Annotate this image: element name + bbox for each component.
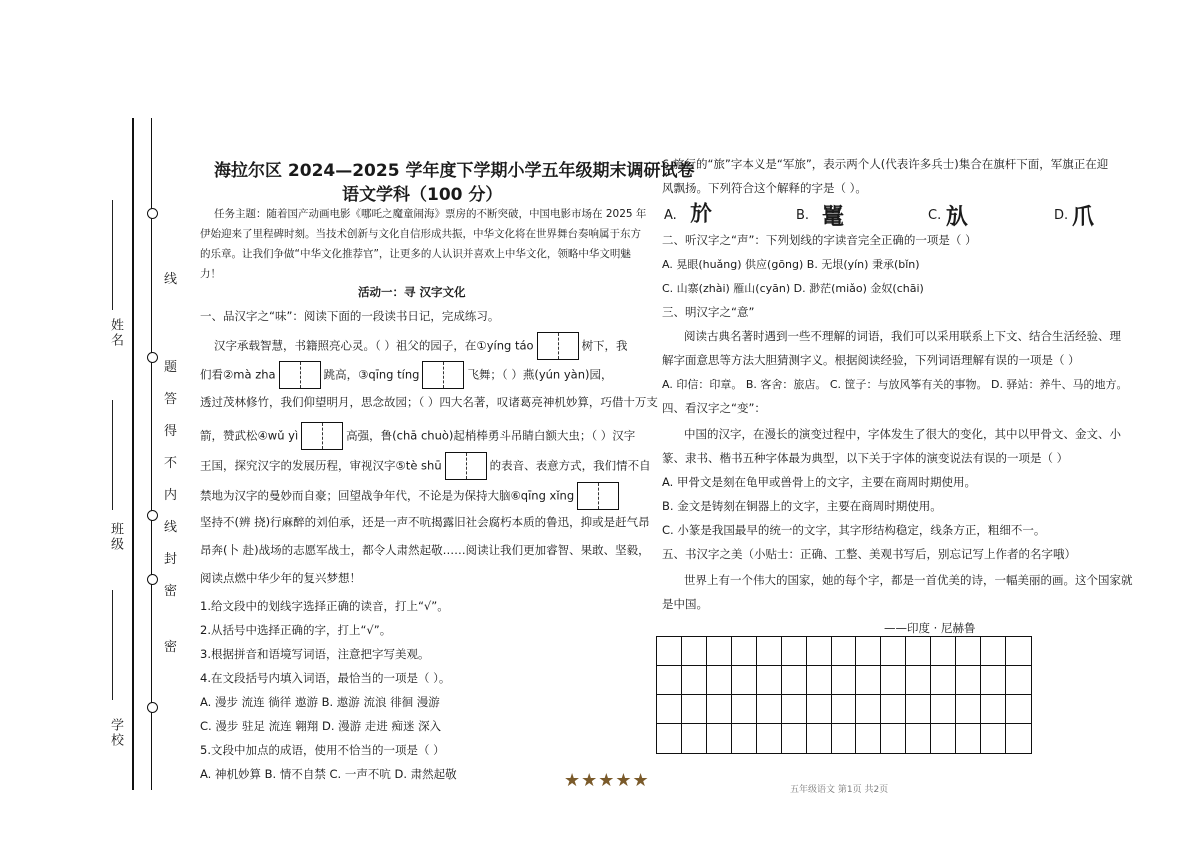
seal-char: 线 bbox=[164, 272, 178, 287]
writing-cell[interactable] bbox=[782, 637, 807, 666]
writing-cell[interactable] bbox=[931, 695, 956, 724]
q6-option-glyph: 㫃 bbox=[946, 204, 969, 230]
seal-char: 线 bbox=[164, 520, 178, 535]
reading-line: 阅读点燃中华少年的复兴梦想！ bbox=[200, 571, 361, 585]
writing-cell[interactable] bbox=[1006, 637, 1031, 666]
section-3-text: 解字面意思等方法大胆猜测字义。根据阅读经验，下列词语理解有误的一项是（ ） bbox=[662, 353, 1080, 367]
writing-cell[interactable] bbox=[682, 695, 707, 724]
question-6-text: 风飘扬。下列符合这个解释的字是（ ）。 bbox=[662, 181, 867, 195]
pinyin-answer-box[interactable] bbox=[537, 332, 579, 360]
seal-char: 密 bbox=[164, 584, 178, 599]
q6-option-label: C. bbox=[928, 208, 942, 223]
page-footer: 五年级语文 第1页 共2页 bbox=[790, 785, 889, 795]
reading-line bbox=[214, 332, 628, 360]
reading-line: 坚持不(辨 挠)行麻醉的刘伯承，还是一声不吭揭露旧社会腐朽本质的鲁迅，抑或是赶气昂 bbox=[200, 515, 650, 529]
writing-cell[interactable] bbox=[931, 724, 956, 753]
section-2-heading: 二、听汉字之“声”：下列划线的字读音完全正确的一项是（ ） bbox=[662, 233, 977, 247]
name-write-line bbox=[112, 200, 113, 310]
section-5-heading: 五、书汉字之美（小贴士：正确、工整、美观书写后，别忘记写上作者的名字哦） bbox=[662, 547, 1076, 561]
writing-cell[interactable] bbox=[856, 724, 881, 753]
writing-cell[interactable] bbox=[757, 724, 782, 753]
writing-cell[interactable] bbox=[906, 695, 931, 724]
writing-cell[interactable] bbox=[881, 637, 906, 666]
writing-cell[interactable] bbox=[807, 695, 832, 724]
writing-cell[interactable] bbox=[757, 695, 782, 724]
reading-line bbox=[200, 422, 635, 450]
writing-cell[interactable] bbox=[956, 724, 981, 753]
writing-cell[interactable] bbox=[856, 695, 881, 724]
section-3-heading: 三、明汉字之“意” bbox=[662, 305, 755, 319]
reading-text: 箭，赞武松④wǔ yì bbox=[200, 428, 299, 443]
writing-grid[interactable] bbox=[656, 636, 1032, 754]
binding-hole bbox=[147, 510, 158, 521]
reading-line bbox=[200, 482, 622, 510]
pinyin-answer-box[interactable] bbox=[445, 452, 487, 480]
writing-cell[interactable] bbox=[906, 637, 931, 666]
writing-cell[interactable] bbox=[832, 666, 857, 695]
activity-heading: 活动一：寻 汉字文化 bbox=[358, 285, 466, 299]
writing-cell[interactable] bbox=[981, 637, 1006, 666]
option-row: C. 漫步 驻足 流连 翱翔 D. 漫游 走进 痴迷 深入 bbox=[200, 719, 442, 733]
question-item: 3.根据拼音和语境写词语，注意把字写美观。 bbox=[200, 647, 430, 661]
writing-cell[interactable] bbox=[707, 666, 732, 695]
option-row: A. 漫步 流连 徜徉 遨游 B. 遨游 流浪 徘徊 漫游 bbox=[200, 695, 440, 709]
binding-hole bbox=[147, 208, 158, 219]
intro-line: 的乐章。让我们争做“中华文化推荐官”，让更多的人认识并喜欢上中华文化，领略中华文明魅 bbox=[200, 248, 631, 260]
seal-char: 得 bbox=[164, 424, 178, 439]
writing-cell[interactable] bbox=[956, 637, 981, 666]
question-item: 4.在文段括号内填入词语，最恰当的一项是（ ）。 bbox=[200, 671, 451, 685]
writing-cell[interactable] bbox=[707, 695, 732, 724]
writing-cell[interactable] bbox=[931, 637, 956, 666]
name-label: 姓名 bbox=[108, 318, 123, 348]
writing-cell[interactable] bbox=[931, 666, 956, 695]
binding-hole bbox=[147, 702, 158, 713]
writing-cell[interactable] bbox=[1006, 695, 1031, 724]
seal-char: 不 bbox=[164, 456, 178, 471]
writing-cell[interactable] bbox=[757, 666, 782, 695]
exam-title: 海拉尔区 2024—2025 学年度下学期小学五年级期末调研试卷 bbox=[214, 161, 695, 181]
writing-cell[interactable] bbox=[732, 695, 757, 724]
writing-cell[interactable] bbox=[1006, 666, 1031, 695]
reading-line bbox=[200, 361, 613, 389]
class-label: 班级 bbox=[108, 522, 123, 552]
q6-option-label: A. bbox=[664, 208, 677, 223]
seal-char: 答 bbox=[164, 392, 178, 407]
writing-cell[interactable] bbox=[657, 695, 682, 724]
q6-option-glyph: 𣃘 bbox=[690, 201, 713, 227]
pinyin-answer-box[interactable] bbox=[577, 482, 619, 510]
option-row: A. 神机妙算 B. 情不自禁 C. 一声不吭 D. 肃然起敬 bbox=[200, 767, 457, 781]
reading-text: 的表音、表意方式，我们情不自 bbox=[489, 458, 651, 473]
reading-text: 飞舞；（ ）燕(yún yàn)园， bbox=[467, 367, 613, 382]
writing-cell[interactable] bbox=[807, 666, 832, 695]
binding-hole bbox=[147, 352, 158, 363]
binding-hole bbox=[147, 574, 158, 585]
writing-cell[interactable] bbox=[981, 695, 1006, 724]
writing-cell[interactable] bbox=[832, 637, 857, 666]
writing-cell[interactable] bbox=[807, 637, 832, 666]
writing-cell[interactable] bbox=[732, 724, 757, 753]
intro-line: 任务主题：随着国产动画电影《哪吒之魔童闹海》票房的不断突破，中国电影市场在 2025 年 bbox=[214, 208, 647, 220]
reading-text: 树下，我 bbox=[581, 338, 628, 353]
binding-rule-outer bbox=[132, 118, 134, 790]
reading-text: 高强，鲁(chā chuò)起梢棒勇斗吊睛白额大虫；（ ）汉字 bbox=[346, 428, 636, 443]
section-5-text: 是中国。 bbox=[662, 597, 708, 611]
section-3-text: 阅读古典名著时遇到一些不理解的词语，我们可以采用联系上下文、结合生活经验、理 bbox=[684, 329, 1121, 343]
writing-cell[interactable] bbox=[981, 666, 1006, 695]
writing-cell[interactable] bbox=[856, 637, 881, 666]
writing-cell[interactable] bbox=[657, 637, 682, 666]
writing-cell[interactable] bbox=[807, 724, 832, 753]
reading-text: 跳高，③qīng tíng bbox=[323, 367, 420, 382]
school-write-line bbox=[112, 590, 113, 700]
writing-cell[interactable] bbox=[657, 666, 682, 695]
q6-option-label: B. bbox=[796, 208, 810, 223]
rating-stars: ★★★★★ bbox=[564, 770, 650, 791]
option-row: A. 甲骨文是刻在龟甲或兽骨上的文字，主要在商周时期使用。 bbox=[662, 475, 976, 489]
writing-cell[interactable] bbox=[782, 724, 807, 753]
option-row: B. 金文是铸刻在铜器上的文字，主要在商周时期使用。 bbox=[662, 499, 942, 513]
reading-text: 王国，探究汉字的发展历程，审视汉字⑤tè shū bbox=[200, 458, 442, 473]
reading-text: 汉字承载智慧，书籍照亮心灵。（ ）祖父的园子，在①yíng táo bbox=[214, 338, 534, 353]
writing-cell[interactable] bbox=[782, 666, 807, 695]
writing-cell[interactable] bbox=[906, 724, 931, 753]
writing-cell[interactable] bbox=[856, 666, 881, 695]
question-6-text: 6.旅行的“旅”字本义是“军旅”，表示两个人(代表许多兵士)集合在旗杆下面，军旗正在迎 bbox=[662, 157, 1109, 171]
writing-cell[interactable] bbox=[757, 637, 782, 666]
seal-char: 封 bbox=[164, 552, 178, 567]
q6-option-glyph: 爪 bbox=[1072, 204, 1095, 230]
pinyin-answer-box[interactable] bbox=[279, 361, 321, 389]
writing-cell[interactable] bbox=[906, 666, 931, 695]
writing-cell[interactable] bbox=[732, 666, 757, 695]
option-row: A. 印信：印章。 B. 客舍：旅店。 C. 筐子：与放风筝有关的事物。 D. 驿站：养牛、马的地方。 bbox=[662, 378, 1128, 391]
school-label: 学校 bbox=[108, 718, 123, 748]
option-row: C. 山寨(zhài) 雁山(cyān) D. 渺茫(miǎo) 金奴(chāi) bbox=[662, 282, 924, 295]
writing-cell[interactable] bbox=[682, 666, 707, 695]
writing-cell[interactable] bbox=[707, 724, 732, 753]
option-row: C. 小篆是我国最早的统一的文字，其字形结构稳定，线条方正，粗细不一。 bbox=[662, 523, 1046, 537]
quote-author: ——印度 · 尼赫鲁 bbox=[884, 621, 976, 635]
pinyin-answer-box[interactable] bbox=[301, 422, 343, 450]
section-4-heading: 四、看汉字之“变”： bbox=[662, 401, 766, 415]
exam-subtitle: 语文学科（100 分） bbox=[342, 185, 503, 205]
seal-char: 密 bbox=[164, 640, 178, 655]
writing-cell[interactable] bbox=[881, 724, 906, 753]
writing-cell[interactable] bbox=[956, 666, 981, 695]
intro-line: 伊始迎来了里程碑时刻。当技术创新与文化自信形成共振，中华文化将在世界舞台奏响属于东方 bbox=[200, 228, 641, 240]
reading-line bbox=[200, 452, 651, 480]
writing-cell[interactable] bbox=[881, 666, 906, 695]
writing-cell[interactable] bbox=[981, 724, 1006, 753]
question-item: 5.文段中加点的成语，使用不恰当的一项是（ ） bbox=[200, 743, 445, 757]
writing-cell[interactable] bbox=[782, 695, 807, 724]
q6-option-label: D. bbox=[1054, 208, 1069, 223]
writing-cell[interactable] bbox=[707, 637, 732, 666]
intro-line: 力！ bbox=[200, 268, 221, 280]
seal-char: 题 bbox=[164, 360, 178, 375]
section-4-text: 篆、隶书、楷书五种字体最为典型，以下关于字体的演变说法有误的一项是（ ） bbox=[662, 451, 1069, 465]
writing-cell[interactable] bbox=[832, 695, 857, 724]
section-5-text: 世界上有一个伟大的国家，她的每个字，都是一首优美的诗，一幅美丽的画。这个国家就 bbox=[684, 573, 1133, 587]
reading-text: 们看②mà zha bbox=[200, 367, 276, 382]
writing-cell[interactable] bbox=[832, 724, 857, 753]
writing-cell[interactable] bbox=[881, 695, 906, 724]
question-item: 1.给文段中的划线字选择正确的读音，打上“√”。 bbox=[200, 599, 449, 613]
writing-cell[interactable] bbox=[657, 724, 682, 753]
section-4-text: 中国的汉字，在漫长的演变过程中，字体发生了很大的变化，其中以甲骨文、金文、小 bbox=[684, 427, 1121, 441]
question-item: 2.从括号中选择正确的字，打上“√”。 bbox=[200, 623, 392, 637]
writing-cell[interactable] bbox=[956, 695, 981, 724]
seal-char: 内 bbox=[164, 488, 178, 503]
writing-cell[interactable] bbox=[682, 724, 707, 753]
writing-cell[interactable] bbox=[732, 637, 757, 666]
option-row: A. 晃眼(huǎng) 供应(gōng) B. 无垠(yín) 秉承(bǐn) bbox=[662, 258, 920, 271]
reading-line: 昂奔(卜 赴)战场的志愿军战士，都令人肃然起敬……阅读让我们更加睿智、果敢、坚毅， bbox=[200, 543, 650, 557]
writing-cell[interactable] bbox=[1006, 724, 1031, 753]
reading-text: 禁地为汉字的曼妙而自豪；回望战争年代，不论是为保持大脑⑥qīng xǐng bbox=[200, 488, 575, 503]
reading-line: 透过茂林修竹，我们仰望明月，思念故园；（ ）四大名著，叹诸葛亮神机妙算，巧借十万支 bbox=[200, 395, 658, 409]
class-write-line bbox=[112, 400, 113, 510]
pinyin-answer-box[interactable] bbox=[422, 361, 464, 389]
writing-cell[interactable] bbox=[682, 637, 707, 666]
question-1-heading: 一、品汉字之“味”：阅读下面的一段读书日记，完成练习。 bbox=[200, 309, 500, 323]
q6-option-glyph: 鼍 bbox=[822, 204, 845, 230]
